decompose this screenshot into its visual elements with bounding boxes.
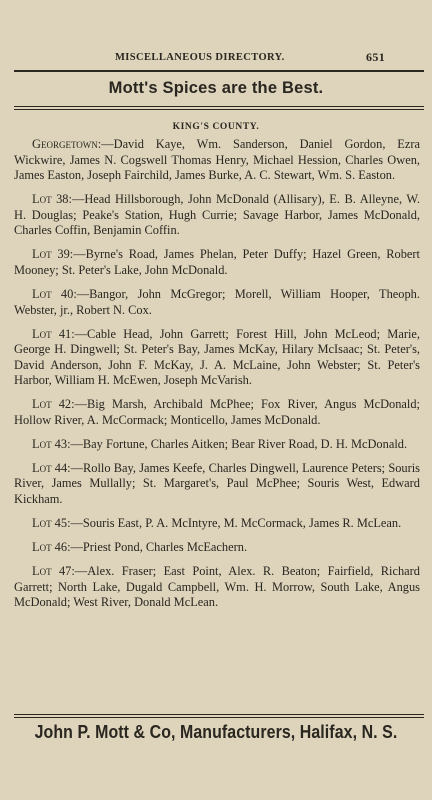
directory-entry <box>14 327 420 389</box>
entry-text: :—Souris East, P. A. McIntyre, M. McCormack, James R. McLean. <box>67 516 402 530</box>
directory-entry <box>14 540 420 556</box>
entry-label: Lot 43 <box>32 436 68 451</box>
entry-label: Lot 46 <box>32 539 68 554</box>
entry-text: :—Big Marsh, Archibald McPhee; Fox River, Angus McDonald; Hollow River, A. McCormack; Monticello, James McDonald. <box>14 397 420 427</box>
entry-text: :—Bangor, John McGregor; Morell, William Hooper, Theoph. Webster, jr., Robert N. Cox. <box>14 286 420 317</box>
entry-text: :—Bay Fortune, Charles Aitken; Bear River Road, D. H. McDonald. <box>67 436 408 451</box>
entry-label: Lot 38 <box>32 192 69 207</box>
entry-label: Lot 39 <box>32 247 70 262</box>
entry-text: :—Alex. Fraser; East Point, Alex. R. Beaton; Fairfield, Richard Garrett; North Lake, Dugald Campbell, Wm. H. Morrow, South Lake, Angus McDonald; West River, Donald McLean. <box>14 563 420 610</box>
entry-label: Lot 44 <box>32 460 68 475</box>
entry-label: Lot 42 <box>32 397 72 412</box>
directory-entry <box>14 192 420 239</box>
ad-rule-bottom-2 <box>14 717 424 718</box>
section-heading: KING'S COUNTY. <box>172 122 260 132</box>
entry-text: :—Cable Head, John Garrett; Forest Hill, John McLeod; Marie, George H. Dingwell; St. Peter's Bay, James McKay, Hilary McIsaac; St. Peter's, David Anderson, John F. McKay, J. A. McLaine, John Webster; St. Peter's Harbor, William H. McEwen, Joseph McVarish. <box>14 326 420 388</box>
entry-label: Lot 45 <box>32 516 68 530</box>
running-head <box>0 50 432 68</box>
ad-rule-top-1 <box>14 106 424 107</box>
entry-text: :—Rollo Bay, James Keefe, Charles Dingwell, Laurence Peters; Souris River, James Mullally; St. Margaret's, Paul McPhee; Souris West, Edward Kickham. <box>14 460 420 507</box>
directory-entry <box>14 516 420 532</box>
entry-label: Lot 41 <box>32 326 72 341</box>
header-rule <box>14 70 424 72</box>
ad-rule-top-2 <box>14 109 424 110</box>
entry-text: :—Byrne's Road, James Phelan, Peter Duffy; Hazel Green, Robert Mooney; St. Peter's Lake, John McDonald. <box>14 247 420 277</box>
directory-entries <box>14 137 420 619</box>
entry-label: Lot 40 <box>32 286 74 301</box>
directory-entry <box>14 137 420 184</box>
directory-entry <box>14 287 420 318</box>
entry-text: :—Priest Pond, Charles McEachern. <box>67 539 248 554</box>
entry-label: Georgetown <box>32 137 98 151</box>
directory-entry <box>14 564 420 611</box>
ad-rule-bottom-1 <box>14 714 424 715</box>
entry-label: Lot 47 <box>32 563 72 578</box>
directory-entry <box>14 397 420 428</box>
directory-entry <box>14 461 420 508</box>
advertisement-top: Mott's Spices are the Best. <box>108 79 324 97</box>
running-head-title: MISCELLANEOUS DIRECTORY. <box>115 52 285 63</box>
entry-text: :—David Kaye, Wm. Sanderson, Daniel Gordon, Ezra Wickwire, James N. Cogswell Thomas Henry, Michael Hession, Charles Owen, James Easton, Joseph Fairchild, James Burke, A. C. Stewart, Wm. S. Easton. <box>14 137 420 183</box>
advertisement-bottom: John P. Mott & Co, Manufacturers, Halifax, N. S. <box>34 721 398 742</box>
directory-entry <box>14 437 420 453</box>
page-number: 651 <box>366 50 386 64</box>
directory-entry <box>14 247 420 278</box>
entry-text: :—Head Hillsborough, John McDonald (Allisary), E. B. Alleyne, W. H. Douglas; Peake's Station, Hugh Currie; Savage Harbor, James McDonald, Charles Coffin, Benjamin Coffin. <box>14 192 421 238</box>
